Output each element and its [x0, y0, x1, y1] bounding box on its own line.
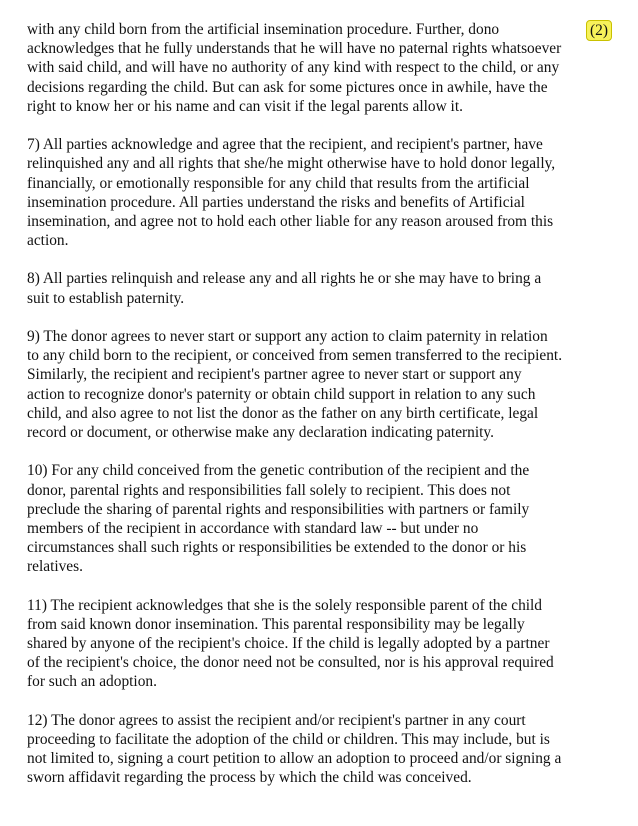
text-line: 12) The donor agrees to assist the recipient and/or recipient's partner in any court — [27, 711, 526, 729]
text-line: acknowledges that he fully understands that he will have no paternal rights whatsoever — [27, 40, 562, 58]
text-line: decisions regarding the child. But can ask for some pictures once in awhile, have the — [27, 78, 548, 96]
text-line: 10) For any child conceived from the genetic contribution of the recipient and the — [27, 462, 530, 480]
text-line: action. — [27, 232, 69, 250]
paragraph-gap — [27, 692, 615, 711]
text-line: insemination, and agree not to hold each other liable for any reason aroused from this — [27, 212, 554, 230]
text-line: relinquished any and all rights that she/he might otherwise have to hold donor legally, — [27, 155, 556, 173]
text-line: for such an adoption. — [27, 673, 157, 691]
text-line: child, and also agree to not list the donor as the father on any birth certificate, legal — [27, 404, 539, 422]
text-line: financially, or emotionally responsible for any child that results from the artificial — [27, 174, 530, 192]
paragraph-8 — [27, 269, 615, 307]
text-line: with any child born from the artificial insemination procedure. Further, dono — [27, 21, 500, 38]
paragraph-7 — [27, 135, 615, 250]
text-line: 8) All parties relinquish and release any and all rights he or she may have to bring a — [27, 270, 542, 288]
text-line: shared by anyone of the recipient's choice. If the child is legally adopted by a partner — [27, 635, 550, 652]
paragraph-10 — [27, 461, 615, 576]
text-line: Similarly, the recipient and recipient's partner agree to never start or support any — [27, 366, 522, 384]
text-line: action to recognize donor's paternity or obtain child support in relation to any such — [27, 385, 536, 403]
paragraph-gap — [27, 576, 615, 595]
paragraph-9 — [27, 327, 615, 442]
text-line: record or document, or otherwise make any declaration indicating paternity. — [27, 423, 494, 441]
text-line: sworn affidavit regarding the process by which the child was conceived. — [27, 769, 472, 787]
paragraph-gap — [27, 442, 615, 461]
text-line: not limited to, signing a court petition to allow an adoption to proceed and/or signing a — [27, 750, 562, 768]
paragraph-11 — [27, 596, 615, 692]
text-line: 7) All parties acknowledge and agree that the recipient, and recipient's partner, have — [27, 136, 543, 154]
paragraph-continuation — [27, 20, 615, 116]
text-line: with said child, and will have no authority of any kind with respect to the child, or any — [27, 59, 560, 77]
text-line: from said known donor insemination. This parental responsibility may be legally — [27, 615, 525, 633]
text-line: suit to establish paternity. — [27, 289, 185, 307]
text-line: right to know her or his name and can visit if the legal parents allow it. — [27, 97, 463, 115]
paragraph-gap — [27, 250, 615, 269]
text-line: to any child born to the recipient, or conceived from semen transferred to the recipient. — [27, 347, 563, 365]
document-page — [27, 20, 615, 788]
text-line: insemination procedure. All parties understand the risks and benefits of Artificial — [27, 193, 525, 211]
text-line: relatives. — [27, 558, 83, 576]
paragraph-gap — [27, 116, 615, 135]
text-line: circumstances shall such rights or responsibilities be extended to the donor or his — [27, 539, 527, 557]
text-line: of the recipient's choice, the donor need not be consulted, nor is his approval required — [27, 654, 554, 672]
text-line: 9) The donor agrees to never start or support any action to claim paternity in relation — [27, 328, 548, 345]
page-number: (2) — [586, 20, 612, 41]
text-line: donor, parental rights and responsibilities fall solely to recipient. This does not — [27, 481, 511, 499]
text-line: preclude the sharing of parental rights and responsibilities with partners or family — [27, 500, 530, 518]
text-line: 11) The recipient acknowledges that she is the solely responsible parent of the child — [27, 596, 543, 614]
paragraph-gap — [27, 308, 615, 327]
paragraph-12 — [27, 711, 615, 788]
text-line: proceeding to facilitate the adoption of the child or children. This may include, but is — [27, 730, 550, 748]
text-line: members of the recipient in accordance with standard law -- but under no — [27, 519, 479, 537]
